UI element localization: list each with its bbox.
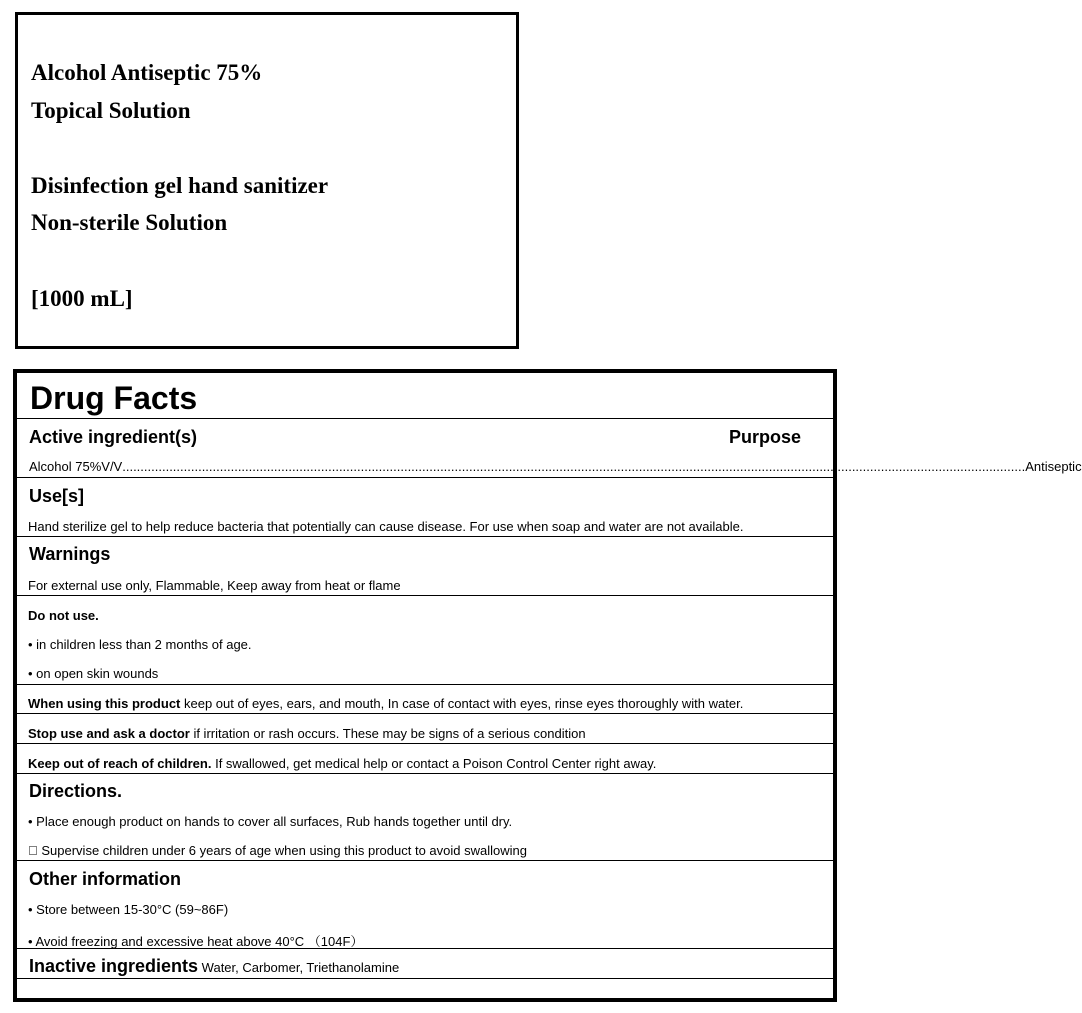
directions-bullet: Supervise children under 6 years of age when using this product to avoid swallowing (28, 843, 514, 858)
other-information-bullet: • Store between 15-30°C (59~86F) (28, 902, 229, 917)
warnings-heading: Warnings (29, 544, 111, 564)
divider (17, 978, 833, 979)
product-volume-line: [1000 mL] (31, 286, 133, 311)
divider (17, 477, 833, 478)
do-not-use-heading: Do not use. (28, 608, 99, 623)
dot-leader: .......................................................................................................................................................................................................................................................... (122, 459, 1026, 474)
uses-text: Hand sterilize gel to help reduce bacteria that potentially can cause disease. For use when soap and water are not available. (28, 519, 744, 534)
keep-out-lead: Keep out of reach of children. (28, 756, 212, 771)
divider (17, 713, 833, 714)
product-description-line: Disinfection gel hand sanitizer (31, 173, 329, 198)
inactive-ingredients-heading: Inactive ingredients (29, 956, 199, 976)
divider (17, 684, 833, 685)
divider (17, 536, 833, 537)
when-using-text: keep out of eyes, ears, and mouth, In case of contact with eyes, rinse eyes thoroughly with water. (180, 696, 744, 711)
purpose-heading: Purpose (729, 427, 802, 447)
when-using-lead: When using this product (28, 696, 181, 711)
warnings-text: For external use only, Flammable, Keep away from heat or flame (28, 578, 401, 593)
uses-heading: Use[s] (29, 486, 85, 506)
product-sterility-line: Non-sterile Solution (31, 210, 228, 235)
divider (17, 595, 833, 596)
divider (17, 773, 833, 774)
product-form-line: Topical Solution (31, 98, 191, 123)
divider (17, 418, 833, 419)
product-label-box (15, 12, 519, 349)
divider (17, 743, 833, 744)
do-not-use-bullet: • in children less than 2 months of age. (28, 637, 252, 652)
inactive-ingredients-text: Water, Carbomer, Triethanolamine (198, 960, 400, 975)
active-ingredients-heading: Active ingredient(s) (29, 427, 198, 447)
keep-out-line (28, 756, 656, 771)
keep-out-text: If swallowed, get medical help or contact a Poison Control Center right away. (211, 756, 657, 771)
other-information-heading: Other information (29, 869, 181, 889)
divider (17, 948, 833, 949)
product-name-line: Alcohol Antiseptic 75% (31, 60, 263, 85)
stop-use-lead: Stop use and ask a doctor (28, 726, 190, 741)
inactive-ingredients-line (29, 956, 399, 977)
drug-facts-title: Drug Facts (30, 380, 198, 416)
stop-use-line (28, 726, 586, 741)
other-information-bullet: • Avoid freezing and excessive heat above 40°C （104F） (28, 934, 364, 949)
divider (17, 860, 833, 861)
do-not-use-bullet: • on open skin wounds (28, 666, 159, 681)
stop-use-text: if irritation or rash occurs. These may be signs of a serious condition (189, 726, 586, 741)
active-ingredient-row (29, 459, 1082, 474)
active-ingredient-name: Alcohol 75%V/V (29, 459, 123, 474)
when-using-line (28, 696, 743, 711)
directions-bullet: • Place enough product on hands to cover all surfaces, Rub hands together until dry. (28, 814, 513, 829)
directions-heading: Directions. (29, 781, 123, 801)
active-ingredient-purpose: Antiseptic (1025, 459, 1082, 474)
drug-facts-panel (13, 369, 1082, 1002)
